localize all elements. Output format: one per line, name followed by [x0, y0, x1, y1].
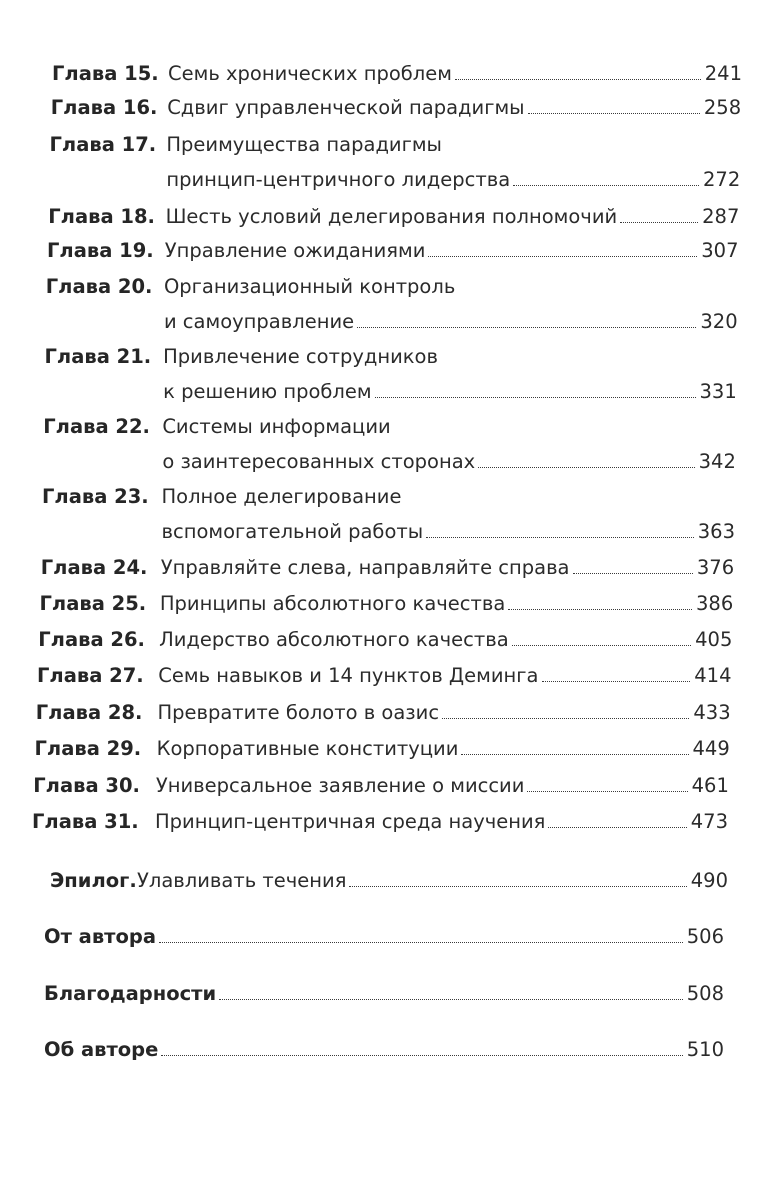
dot-leader [508, 609, 692, 610]
chapter-title-line [162, 450, 736, 474]
chapter-title: Управление ожиданиями [164, 239, 426, 262]
chapter-label: Глава 29. [34, 737, 142, 760]
page-number: 386 [696, 592, 734, 615]
page-number: 363 [697, 520, 735, 543]
epilogue-title: Улавливать течения [137, 869, 347, 892]
chapter-label: Глава 30. [33, 774, 140, 797]
back-matter-entry [44, 982, 724, 1006]
dot-leader [528, 113, 700, 114]
dot-leader [527, 791, 687, 792]
chapter-title: принцип-центричного лидерства [166, 168, 511, 191]
dot-leader [548, 827, 686, 828]
chapter-title: Шесть условий делегирования полномочий [165, 205, 618, 228]
chapter-title-line [166, 133, 442, 157]
chapter-title: о заинтересованных сторонах [162, 450, 476, 473]
chapter-title: Организационный контроль [163, 275, 456, 298]
page-number: 461 [691, 774, 729, 797]
chapter-label: Глава 23. [42, 485, 149, 508]
chapter-title: Семь хронических проблем [168, 62, 452, 85]
back-matter-title: Благодарности [44, 982, 217, 1005]
chapter-title-line [166, 168, 740, 192]
chapter-title-line [162, 520, 736, 544]
chapter-title-line [162, 485, 402, 509]
back-matter-entry [44, 1038, 724, 1062]
chapter-title-line [165, 239, 739, 263]
dot-leader [461, 754, 688, 755]
chapter-title: Универсальное заявление о миссии [155, 774, 525, 797]
back-matter-title: Об авторе [44, 1038, 159, 1061]
chapter-title: Принцип-центричная среда научения [155, 810, 546, 833]
epilogue-line [137, 869, 728, 893]
chapter-title: Преимущества парадигмы [166, 133, 442, 156]
chapter-title: Полное делегирование [161, 485, 402, 508]
chapter-title-line [155, 810, 728, 834]
chapter-title-line [160, 592, 733, 616]
chapter-title-line [164, 275, 455, 299]
back-matter-title: От автора [44, 925, 156, 948]
chapter-label: Глава 21. [44, 345, 152, 368]
chapter-title-line [157, 737, 730, 761]
page-number: 342 [698, 450, 736, 473]
chapter-label: Глава 22. [43, 415, 150, 438]
dot-leader [428, 256, 697, 257]
page-number: 331 [699, 380, 737, 403]
page-number: 258 [703, 96, 742, 119]
dot-leader [513, 185, 699, 186]
chapter-label: Глава 28. [35, 701, 143, 724]
dot-leader [426, 537, 694, 538]
chapter-title: Управляйте слева, направляйте справа [160, 556, 570, 579]
dot-leader [161, 1055, 682, 1056]
chapter-title-line [167, 96, 741, 120]
dot-leader [620, 222, 698, 223]
chapter-title-line [164, 310, 738, 334]
chapter-title-line [161, 556, 734, 580]
epilogue-label: Эпилог. [50, 869, 137, 892]
dot-leader [219, 999, 683, 1000]
chapter-label: Глава 15. [52, 62, 159, 85]
dot-leader [573, 573, 693, 574]
dot-leader [478, 467, 694, 468]
page-number: 272 [703, 168, 741, 191]
chapter-label: Глава 24. [40, 556, 148, 579]
chapter-label: Глава 16. [50, 96, 158, 119]
chapter-label: Глава 26. [38, 628, 145, 651]
page-number: 405 [695, 628, 733, 651]
chapter-label: Глава 27. [37, 664, 144, 687]
page-number: 449 [692, 737, 730, 760]
chapter-title-line [163, 380, 737, 404]
chapter-title-line [158, 664, 731, 688]
page-number: 287 [702, 205, 740, 228]
dot-leader [357, 327, 696, 328]
dot-leader [159, 942, 683, 943]
chapter-title: Лидерство абсолютного качества [159, 628, 509, 651]
chapter-title: вспомогательной работы [161, 520, 424, 543]
chapter-title: и самоуправление [163, 310, 355, 333]
chapter-label: Глава 17. [49, 133, 157, 156]
chapter-title-line [163, 345, 438, 369]
chapter-title: Привлечение сотрудников [163, 345, 438, 368]
page-number: 506 [686, 925, 724, 948]
back-matter-entry [44, 925, 724, 949]
chapter-title-line [162, 415, 390, 439]
chapter-title: Сдвиг управленческой парадигмы [167, 96, 525, 119]
dot-leader [442, 718, 689, 719]
chapter-label: Глава 25. [39, 592, 147, 615]
dot-leader [375, 397, 696, 398]
dot-leader [349, 886, 686, 887]
chapter-title: к решению проблем [163, 380, 372, 403]
chapter-label: Глава 31. [32, 810, 139, 833]
dot-leader [542, 681, 691, 682]
chapter-title-line [156, 774, 729, 798]
chapter-label: Глава 20. [45, 275, 153, 298]
chapter-title-line [159, 628, 732, 652]
page-number: 433 [693, 701, 731, 724]
chapter-title: Системы информации [162, 415, 391, 438]
chapter-title-line [166, 205, 740, 229]
page-number: 508 [686, 982, 724, 1005]
page-number: 490 [690, 869, 728, 892]
dot-leader [455, 79, 701, 80]
page-number: 320 [700, 310, 738, 333]
chapter-title-line [168, 62, 742, 86]
page-number: 241 [704, 62, 742, 85]
page-number: 510 [686, 1038, 724, 1061]
chapter-title: Семь навыков и 14 пунктов Деминга [158, 664, 539, 687]
chapter-title: Превратите болото в оазис [157, 701, 440, 724]
chapter-label: Глава 18. [48, 205, 155, 228]
chapter-label: Глава 19. [47, 239, 154, 262]
chapter-title: Корпоративные конституции [156, 737, 459, 760]
chapter-title-line [157, 701, 730, 725]
chapter-title: Принципы абсолютного качества [159, 592, 506, 615]
dot-leader [512, 645, 691, 646]
page-number: 307 [701, 239, 739, 262]
page-number: 376 [696, 556, 735, 579]
page-number: 414 [694, 664, 732, 687]
page-number: 473 [690, 810, 728, 833]
